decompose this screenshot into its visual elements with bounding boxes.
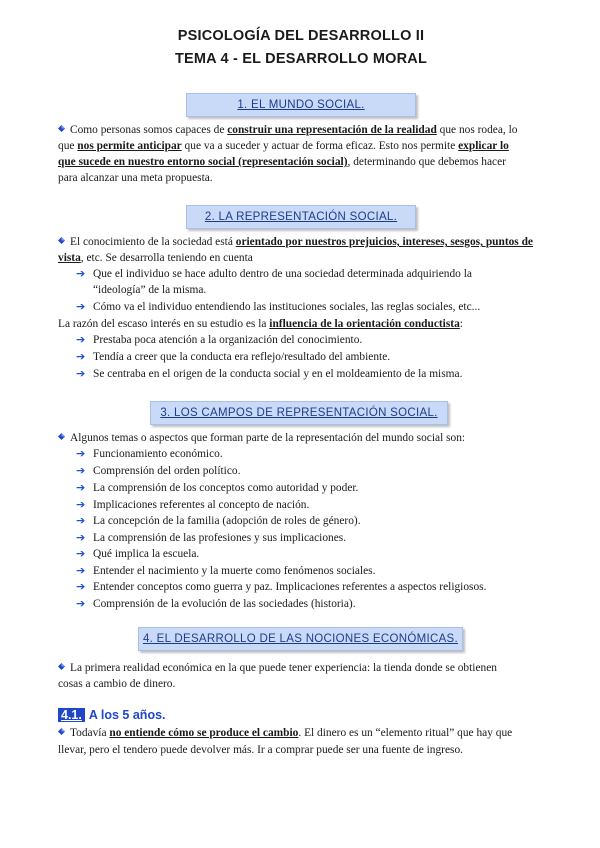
diamond-bullet-icon	[58, 237, 65, 244]
s4-1-line-2: llevar, pero el tendero puede devolver más. Ir a comprar puede ser una fuente de ingreso.	[58, 744, 464, 756]
list-item-continued: “ideología” de la misma.	[93, 284, 207, 296]
course-title: PSICOLOGÍA DEL DESARROLLO II	[177, 28, 425, 44]
arrow-bullet-icon: ➔	[76, 580, 86, 593]
list-item: La concepción de la familia (adopción de roles de género).	[93, 515, 361, 527]
list-item: Comprensión del orden político.	[93, 465, 241, 477]
arrow-bullet-icon: ➔	[76, 531, 86, 544]
s4-line-1: La primera realidad económica en la que puede tener experiencia: la tienda donde se obtienen	[58, 660, 544, 677]
arrow-bullet-icon: ➔	[76, 498, 86, 511]
list-item: Entender el nacimiento y la muerte como fenómenos sociales.	[93, 565, 376, 577]
list-item: Entender conceptos como guerra y paz. Implicaciones referentes a aspectos religiosos.	[93, 581, 487, 593]
s2-line-2: vista, etc. Se desarrolla teniendo en cuenta	[58, 252, 253, 264]
s4-1-line-1: Todavía no entiende cómo se produce el cambio. El dinero es un “elemento ritual” que hay que	[58, 725, 544, 742]
topic-title: TEMA 4 - EL DESARROLLO MORAL	[174, 51, 428, 67]
s1-line-1: Como personas somos capaces de construir una representación de la realidad que nos rodea, lo	[58, 122, 544, 139]
diamond-bullet-icon	[58, 663, 65, 670]
s3-intro: Algunos temas o aspectos que forman parte de la representación del mundo social son:	[58, 430, 544, 447]
list-item: Qué implica la escuela.	[93, 548, 200, 560]
section-4-heading: 4. EL DESARROLLO DE LAS NOCIONES ECONÓMICAS.	[138, 627, 463, 651]
diamond-bullet-icon	[58, 433, 65, 440]
s1-line-2: que nos permite anticipar que va a suceder y actuar de forma eficaz. Esto nos permite explicar lo	[58, 140, 509, 152]
arrow-bullet-icon: ➔	[76, 514, 86, 527]
arrow-bullet-icon: ➔	[76, 464, 86, 477]
arrow-bullet-icon: ➔	[76, 300, 86, 313]
arrow-bullet-icon: ➔	[76, 547, 86, 560]
diamond-bullet-icon	[58, 125, 65, 132]
arrow-bullet-icon: ➔	[76, 597, 86, 610]
subsection-number: 4.1.	[58, 708, 85, 722]
s2-line-1: El conocimiento de la sociedad está orientado por nuestros prejuicios, intereses, sesgos, puntos de	[58, 234, 544, 251]
list-item: Se centraba en el origen de la conducta social y en el moldeamiento de la misma.	[93, 368, 463, 380]
list-item: Comprensión de la evolución de las sociedades (historia).	[93, 598, 356, 610]
list-item: Implicaciones referentes al concepto de nación.	[93, 499, 310, 511]
s1-line-3: que sucede en nuestro entorno social (representación social), determinando que debemos hacer	[58, 156, 506, 168]
section-2-heading: 2. LA REPRESENTACIÓN SOCIAL.	[186, 205, 416, 229]
arrow-bullet-icon: ➔	[76, 481, 86, 494]
arrow-bullet-icon: ➔	[76, 564, 86, 577]
section-3-heading: 3. LOS CAMPOS DE REPRESENTACIÓN SOCIAL.	[150, 401, 448, 425]
list-item: Tendía a creer que la conducta era reflejo/resultado del ambiente.	[93, 351, 391, 363]
arrow-bullet-icon: ➔	[76, 367, 86, 380]
list-item: Cómo va el individuo entendiendo las instituciones sociales, las reglas sociales, etc...	[93, 301, 481, 313]
subsection-title: A los 5 años.	[88, 708, 166, 722]
section-1-heading: 1. EL MUNDO SOCIAL.	[186, 93, 416, 117]
subsection-4-1-heading	[58, 708, 166, 722]
arrow-bullet-icon: ➔	[76, 350, 86, 363]
arrow-bullet-icon: ➔	[76, 447, 86, 460]
list-item: Que el individuo se hace adulto dentro de una sociedad determinada adquiriendo la	[93, 268, 472, 280]
s4-line-2: cosas a cambio de dinero.	[58, 678, 176, 690]
s2-line-3: La razón del escaso interés en su estudio es la influencia de la orientación conductista:	[58, 318, 463, 330]
diamond-bullet-icon	[58, 728, 65, 735]
arrow-bullet-icon: ➔	[76, 333, 86, 346]
list-item: La comprensión de las profesiones y sus implicaciones.	[93, 532, 347, 544]
list-item: La comprensión de los conceptos como autoridad y poder.	[93, 482, 359, 494]
s1-line-4: para alcanzar una meta propuesta.	[58, 172, 213, 184]
list-item: Prestaba poca atención a la organización del conocimiento.	[93, 334, 363, 346]
list-item: Funcionamiento económico.	[93, 448, 223, 460]
arrow-bullet-icon: ➔	[76, 267, 86, 280]
